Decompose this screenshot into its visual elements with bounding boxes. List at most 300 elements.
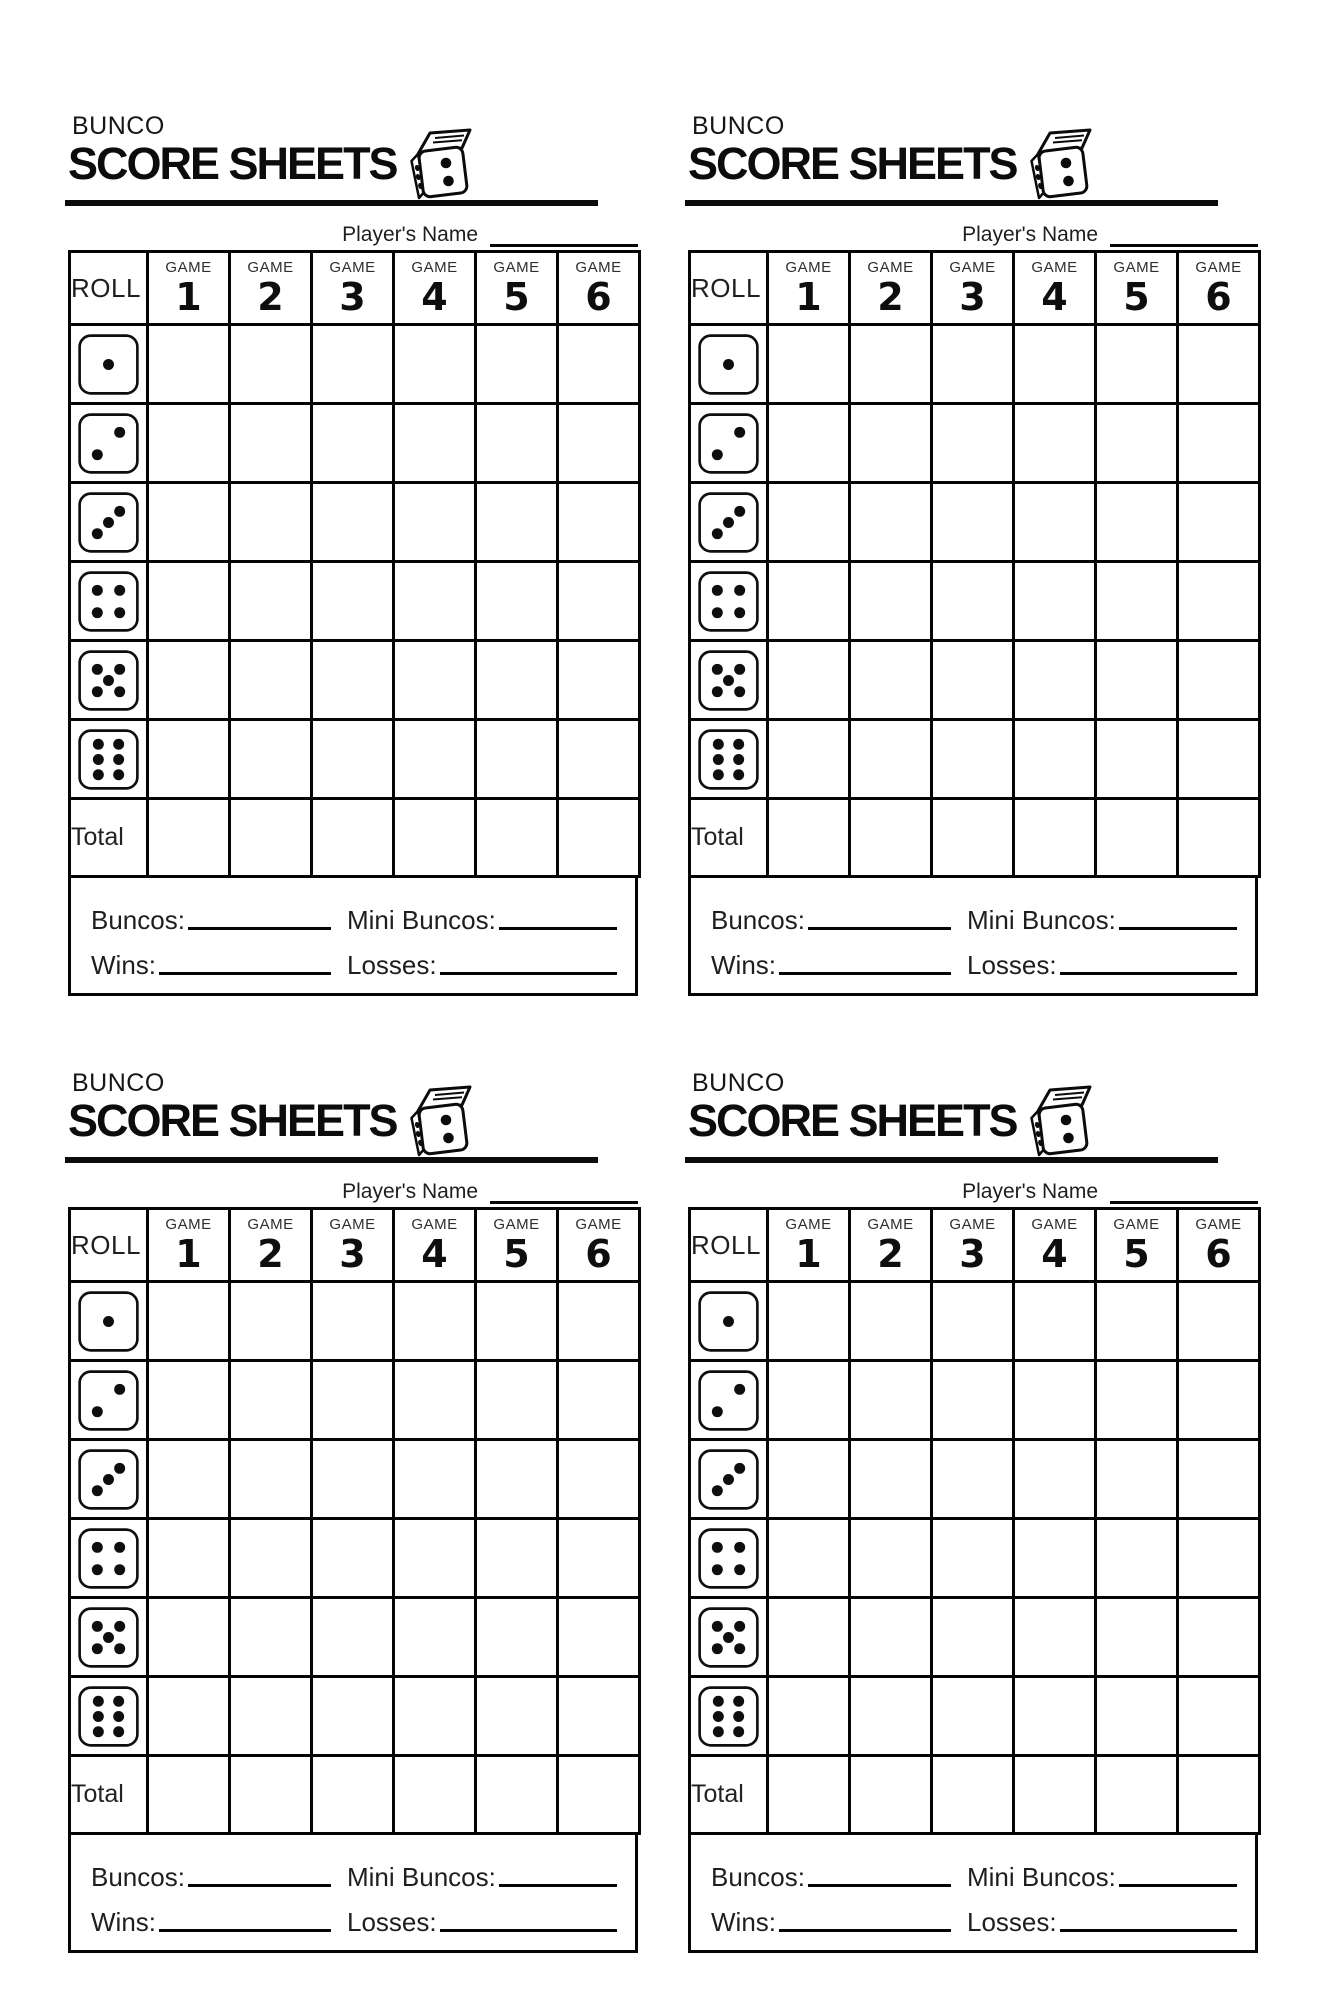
header-divider (65, 200, 598, 206)
score-cell-die6-game6 (558, 720, 640, 799)
die-cell-1 (690, 1282, 768, 1361)
total-cell-game6 (1178, 799, 1260, 877)
roll-column-header: ROLL (690, 1209, 768, 1282)
total-row (690, 1756, 1260, 1834)
wins-blank-line (779, 1922, 951, 1932)
game-label: GAME (785, 1216, 832, 1233)
game-label: GAME (1113, 259, 1160, 276)
game-5-column-header (476, 252, 558, 325)
buncos-label: Buncos: (91, 1862, 185, 1893)
score-cell-die5-game2 (850, 641, 932, 720)
total-cell-game2 (230, 1756, 312, 1834)
total-cell-game3 (932, 1756, 1014, 1834)
die-cell-6 (70, 720, 148, 799)
score-cell-die1-game4 (1014, 325, 1096, 404)
die-face-4-icon (78, 1528, 139, 1589)
header-divider (685, 200, 1218, 206)
score-cell-die3-game2 (230, 1440, 312, 1519)
losses-label: Losses: (347, 950, 437, 981)
mini-buncos-field (347, 906, 617, 935)
wins-label: Wins: (91, 950, 156, 981)
game-2-column-header (230, 252, 312, 325)
buncos-label: Buncos: (711, 1862, 805, 1893)
mini-buncos-label: Mini Buncos: (347, 905, 496, 936)
score-cell-die6-game2 (230, 1677, 312, 1756)
brand-text: BUNCO (72, 112, 165, 140)
die-face-2-icon (78, 413, 139, 474)
score-cell-die6-game1 (768, 720, 850, 799)
score-cell-die2-game2 (850, 1361, 932, 1440)
score-cell-die6-game3 (312, 1677, 394, 1756)
game-number: 1 (175, 1232, 202, 1276)
score-cell-die5-game1 (768, 641, 850, 720)
wins-blank-line (159, 1922, 331, 1932)
game-number: 1 (795, 275, 822, 319)
buncos-blank-line (188, 920, 331, 930)
losses-label: Losses: (967, 950, 1057, 981)
game-number: 3 (339, 275, 366, 319)
die-face-4-icon (698, 571, 759, 632)
score-cell-die6-game5 (476, 1677, 558, 1756)
footer-row-2 (711, 938, 1237, 980)
game-label: GAME (949, 259, 996, 276)
score-cell-die4-game6 (558, 1519, 640, 1598)
die-cell-4 (690, 562, 768, 641)
game-label: GAME (165, 259, 212, 276)
score-cell-die2-game6 (558, 404, 640, 483)
score-cell-die6-game2 (850, 1677, 932, 1756)
mini-buncos-blank-line (1119, 920, 1237, 930)
score-cell-die6-game2 (230, 720, 312, 799)
score-cell-die5-game2 (230, 1598, 312, 1677)
score-cell-die2-game5 (1096, 1361, 1178, 1440)
roll-row-die-1 (70, 325, 640, 404)
title-die-icon (1014, 126, 1098, 204)
roll-row-die-5 (70, 641, 640, 720)
score-cell-die4-game3 (932, 1519, 1014, 1598)
header-divider (685, 1157, 1218, 1163)
total-label: Total (70, 1756, 148, 1834)
wins-field (711, 951, 951, 980)
score-cell-die2-game2 (230, 1361, 312, 1440)
player-name-blank-line (490, 1190, 638, 1204)
score-cell-die4-game4 (1014, 562, 1096, 641)
roll-row-die-5 (690, 1598, 1260, 1677)
score-cell-die1-game5 (1096, 1282, 1178, 1361)
score-cell-die2-game3 (932, 404, 1014, 483)
game-6-column-header (1178, 1209, 1260, 1282)
score-cell-die4-game2 (850, 562, 932, 641)
score-cell-die5-game5 (1096, 1598, 1178, 1677)
footer-row-1 (91, 1850, 617, 1892)
score-cell-die6-game6 (1178, 720, 1260, 799)
player-name-row (68, 206, 638, 250)
score-cell-die2-game3 (932, 1361, 1014, 1440)
game-label: GAME (575, 1216, 622, 1233)
roll-row-die-6 (690, 720, 1260, 799)
game-label: GAME (1031, 259, 1078, 276)
total-cell-game5 (476, 1756, 558, 1834)
score-cell-die2-game4 (394, 1361, 476, 1440)
die-face-2-icon (698, 413, 759, 474)
score-cell-die3-game3 (932, 483, 1014, 562)
game-number: 3 (339, 1232, 366, 1276)
die-cell-3 (70, 483, 148, 562)
total-cell-game1 (148, 799, 230, 877)
score-cell-die4-game3 (932, 562, 1014, 641)
score-cell-die5-game6 (1178, 1598, 1260, 1677)
total-cell-game6 (558, 1756, 640, 1834)
score-cell-die1-game3 (312, 325, 394, 404)
total-cell-game2 (850, 1756, 932, 1834)
score-table (68, 1207, 641, 1835)
score-cell-die1-game6 (558, 325, 640, 404)
die-cell-5 (70, 641, 148, 720)
game-4-column-header (1014, 252, 1096, 325)
total-label: Total (690, 1756, 768, 1834)
game-number: 2 (257, 1232, 284, 1276)
game-label: GAME (575, 259, 622, 276)
score-cell-die5-game4 (394, 1598, 476, 1677)
score-cell-die1-game6 (1178, 1282, 1260, 1361)
losses-blank-line (1060, 965, 1237, 975)
roll-row-die-3 (70, 1440, 640, 1519)
roll-column-header: ROLL (70, 252, 148, 325)
game-number: 3 (959, 275, 986, 319)
die-face-6-icon (698, 1686, 759, 1747)
mini-buncos-blank-line (1119, 1877, 1237, 1887)
score-cell-die1-game3 (312, 1282, 394, 1361)
score-cell-die4-game2 (230, 1519, 312, 1598)
score-cell-die6-game4 (1014, 720, 1096, 799)
die-face-6-icon (78, 729, 139, 790)
score-cell-die4-game2 (850, 1519, 932, 1598)
score-cell-die1-game5 (476, 325, 558, 404)
roll-row-die-5 (70, 1598, 640, 1677)
die-face-2-icon (78, 1370, 139, 1431)
die-cell-4 (690, 1519, 768, 1598)
score-cell-die3-game4 (394, 1440, 476, 1519)
score-cell-die5-game5 (476, 641, 558, 720)
score-cell-die4-game1 (768, 562, 850, 641)
title-die-icon (394, 126, 478, 204)
game-3-column-header (312, 1209, 394, 1282)
game-6-column-header (558, 252, 640, 325)
brand-text: BUNCO (692, 112, 785, 140)
score-cell-die6-game5 (1096, 1677, 1178, 1756)
score-cell-die3-game6 (558, 1440, 640, 1519)
losses-label: Losses: (967, 1907, 1057, 1938)
score-cell-die4-game2 (230, 562, 312, 641)
total-cell-game1 (768, 799, 850, 877)
score-cell-die5-game3 (312, 641, 394, 720)
game-label: GAME (785, 259, 832, 276)
wins-label: Wins: (91, 1907, 156, 1938)
sheet-header (68, 114, 638, 206)
roll-row-die-1 (690, 1282, 1260, 1361)
game-label: GAME (329, 1216, 376, 1233)
die-face-3-icon (698, 492, 759, 553)
total-cell-game4 (1014, 799, 1096, 877)
total-cell-game3 (312, 799, 394, 877)
score-cell-die3-game5 (476, 483, 558, 562)
score-cell-die6-game6 (558, 1677, 640, 1756)
total-label: Total (690, 799, 768, 877)
die-face-4-icon (78, 571, 139, 632)
die-cell-5 (70, 1598, 148, 1677)
score-cell-die4-game4 (1014, 1519, 1096, 1598)
game-number: 6 (1205, 275, 1232, 319)
score-cell-die3-game1 (768, 1440, 850, 1519)
title-die-icon (394, 1083, 478, 1161)
game-number: 4 (1041, 1232, 1068, 1276)
score-cell-die2-game6 (1178, 1361, 1260, 1440)
losses-field (967, 1908, 1237, 1937)
game-number: 6 (585, 1232, 612, 1276)
player-name-blank-line (490, 233, 638, 247)
total-cell-game4 (394, 1756, 476, 1834)
buncos-blank-line (808, 920, 951, 930)
score-cell-die4-game5 (476, 1519, 558, 1598)
score-cell-die4-game4 (394, 562, 476, 641)
score-cell-die2-game1 (768, 404, 850, 483)
die-face-2-icon (698, 1370, 759, 1431)
roll-row-die-3 (690, 483, 1260, 562)
die-face-1-icon (78, 334, 139, 395)
table-header-row (690, 1209, 1260, 1282)
total-cell-game2 (230, 799, 312, 877)
buncos-blank-line (188, 1877, 331, 1887)
die-cell-1 (690, 325, 768, 404)
roll-row-die-3 (690, 1440, 1260, 1519)
roll-row-die-3 (70, 483, 640, 562)
game-label: GAME (247, 259, 294, 276)
score-cell-die1-game3 (932, 1282, 1014, 1361)
losses-blank-line (440, 965, 617, 975)
score-cell-die2-game5 (476, 1361, 558, 1440)
roll-row-die-1 (70, 1282, 640, 1361)
score-table (688, 250, 1261, 878)
score-cell-die5-game5 (1096, 641, 1178, 720)
wins-label: Wins: (711, 950, 776, 981)
game-5-column-header (476, 1209, 558, 1282)
score-cell-die3-game1 (768, 483, 850, 562)
roll-row-die-6 (70, 720, 640, 799)
buncos-field (711, 1863, 951, 1892)
brand-text: BUNCO (72, 1069, 165, 1097)
score-cell-die1-game4 (394, 1282, 476, 1361)
game-5-column-header (1096, 252, 1178, 325)
score-cell-die1-game1 (768, 1282, 850, 1361)
total-row (690, 799, 1260, 877)
game-1-column-header (148, 1209, 230, 1282)
score-cell-die1-game6 (558, 1282, 640, 1361)
footer-row-1 (711, 1850, 1237, 1892)
losses-field (347, 951, 617, 980)
buncos-field (91, 1863, 331, 1892)
title-die-icon (1014, 1083, 1098, 1161)
buncos-label: Buncos: (711, 905, 805, 936)
roll-row-die-5 (690, 641, 1260, 720)
sheet-title: SCORE SHEETS (68, 1095, 397, 1146)
roll-row-die-1 (690, 325, 1260, 404)
score-cell-die3-game6 (558, 483, 640, 562)
game-1-column-header (148, 252, 230, 325)
player-name-blank-line (1110, 233, 1258, 247)
score-cell-die6-game3 (312, 720, 394, 799)
game-label: GAME (247, 1216, 294, 1233)
total-cell-game5 (476, 799, 558, 877)
score-cell-die3-game4 (1014, 1440, 1096, 1519)
game-5-column-header (1096, 1209, 1178, 1282)
game-3-column-header (932, 252, 1014, 325)
die-face-1-icon (78, 1291, 139, 1352)
mini-buncos-label: Mini Buncos: (967, 905, 1116, 936)
total-cell-game3 (312, 1756, 394, 1834)
score-cell-die6-game4 (1014, 1677, 1096, 1756)
score-cell-die4-game4 (394, 1519, 476, 1598)
score-cell-die4-game1 (768, 1519, 850, 1598)
game-label: GAME (411, 259, 458, 276)
die-face-6-icon (698, 729, 759, 790)
footer-row-2 (91, 938, 617, 980)
sheet-title: SCORE SHEETS (688, 138, 1017, 189)
score-summary-footer (68, 1835, 638, 1953)
score-cell-die1-game2 (230, 1282, 312, 1361)
score-cell-die3-game3 (932, 1440, 1014, 1519)
total-cell-game1 (768, 1756, 850, 1834)
mini-buncos-blank-line (499, 1877, 617, 1887)
die-cell-2 (70, 404, 148, 483)
roll-row-die-6 (690, 1677, 1260, 1756)
score-cell-die3-game5 (476, 1440, 558, 1519)
die-cell-1 (70, 325, 148, 404)
game-2-column-header (230, 1209, 312, 1282)
game-label: GAME (411, 1216, 458, 1233)
score-summary-footer (688, 878, 1258, 996)
die-face-6-icon (78, 1686, 139, 1747)
die-face-3-icon (698, 1449, 759, 1510)
game-4-column-header (394, 252, 476, 325)
die-cell-3 (70, 1440, 148, 1519)
total-cell-game2 (850, 799, 932, 877)
game-2-column-header (850, 252, 932, 325)
game-number: 1 (175, 275, 202, 319)
die-face-3-icon (78, 492, 139, 553)
roll-row-die-6 (70, 1677, 640, 1756)
game-number: 5 (503, 275, 530, 319)
score-cell-die1-game5 (476, 1282, 558, 1361)
score-cell-die3-game5 (1096, 483, 1178, 562)
score-sheet-top-left (68, 95, 638, 996)
roll-row-die-2 (70, 404, 640, 483)
score-cell-die2-game2 (850, 404, 932, 483)
losses-blank-line (1060, 1922, 1237, 1932)
total-cell-game6 (558, 799, 640, 877)
score-cell-die1-game2 (850, 325, 932, 404)
score-cell-die5-game6 (1178, 641, 1260, 720)
player-name-label: Player's Name (342, 1180, 478, 1203)
footer-row-1 (711, 893, 1237, 935)
score-cell-die3-game1 (148, 1440, 230, 1519)
total-row (70, 799, 640, 877)
losses-field (347, 1908, 617, 1937)
score-cell-die1-game1 (148, 325, 230, 404)
mini-buncos-field (967, 906, 1237, 935)
score-cell-die4-game5 (1096, 1519, 1178, 1598)
score-cell-die2-game6 (558, 1361, 640, 1440)
game-label: GAME (867, 1216, 914, 1233)
die-cell-5 (690, 1598, 768, 1677)
die-face-1-icon (698, 1291, 759, 1352)
table-header-row (690, 252, 1260, 325)
game-label: GAME (493, 1216, 540, 1233)
score-cell-die3-game5 (1096, 1440, 1178, 1519)
game-number: 5 (1123, 1232, 1150, 1276)
game-number: 3 (959, 1232, 986, 1276)
score-cell-die2-game1 (148, 404, 230, 483)
game-1-column-header (768, 252, 850, 325)
buncos-blank-line (808, 1877, 951, 1887)
score-cell-die5-game4 (394, 641, 476, 720)
brand-text: BUNCO (692, 1069, 785, 1097)
score-table (68, 250, 641, 878)
score-cell-die6-game6 (1178, 1677, 1260, 1756)
roll-row-die-4 (70, 1519, 640, 1598)
game-number: 6 (1205, 1232, 1232, 1276)
game-4-column-header (394, 1209, 476, 1282)
total-row (70, 1756, 640, 1834)
score-cell-die1-game3 (932, 325, 1014, 404)
game-number: 2 (877, 1232, 904, 1276)
game-3-column-header (312, 252, 394, 325)
game-label: GAME (1113, 1216, 1160, 1233)
game-4-column-header (1014, 1209, 1096, 1282)
wins-field (91, 951, 331, 980)
game-6-column-header (558, 1209, 640, 1282)
score-sheet-top-right (688, 95, 1258, 996)
wins-field (91, 1908, 331, 1937)
score-cell-die2-game4 (394, 404, 476, 483)
score-cell-die5-game3 (932, 1598, 1014, 1677)
score-cell-die3-game4 (394, 483, 476, 562)
game-label: GAME (329, 259, 376, 276)
die-cell-3 (690, 483, 768, 562)
score-sheet-bottom-right (688, 1052, 1258, 1953)
table-header-row (70, 252, 640, 325)
score-cell-die4-game5 (476, 562, 558, 641)
score-cell-die1-game2 (850, 1282, 932, 1361)
game-number: 2 (877, 275, 904, 319)
score-cell-die3-game3 (312, 1440, 394, 1519)
die-cell-5 (690, 641, 768, 720)
game-number: 2 (257, 275, 284, 319)
score-cell-die6-game2 (850, 720, 932, 799)
die-cell-2 (690, 404, 768, 483)
total-cell-game6 (1178, 1756, 1260, 1834)
game-number: 1 (795, 1232, 822, 1276)
score-cell-die3-game2 (850, 1440, 932, 1519)
sheets-grid (68, 95, 1258, 1953)
score-cell-die6-game3 (932, 720, 1014, 799)
die-cell-3 (690, 1440, 768, 1519)
score-cell-die1-game5 (1096, 325, 1178, 404)
die-cell-4 (70, 562, 148, 641)
roll-column-header: ROLL (690, 252, 768, 325)
die-face-3-icon (78, 1449, 139, 1510)
mini-buncos-label: Mini Buncos: (967, 1862, 1116, 1893)
score-cell-die4-game5 (1096, 562, 1178, 641)
